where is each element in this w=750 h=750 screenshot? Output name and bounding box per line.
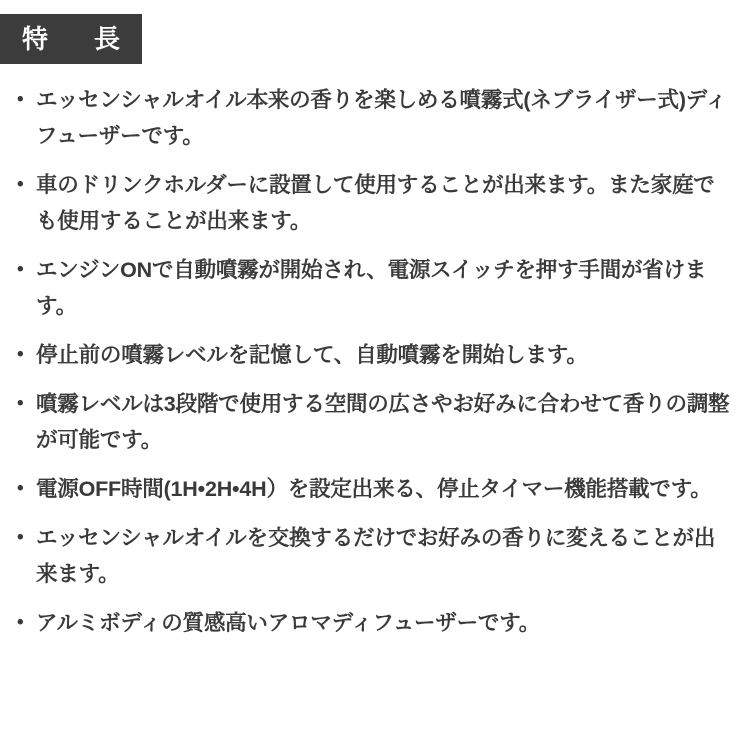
feature-text: エッセンシャルオイルを交換するだけでお好みの香りに変えることが出来ます。 (36, 526, 716, 586)
feature-text: 噴霧レベルは3段階で使用する空間の広さやお好みに合わせて香りの調整が可能です。 (36, 392, 730, 452)
feature-text: アルミボディの質感高いアロマディフューザーです。 (36, 611, 541, 635)
bullet-icon: • (17, 174, 24, 195)
list-item (14, 337, 734, 373)
feature-text: 車のドリンクホルダーに設置して使用することが出来ます。また家庭でも使用することが出来ます。 (36, 173, 715, 233)
bullet-icon: • (17, 393, 24, 414)
bullet-icon: • (17, 478, 24, 499)
list-item (14, 471, 734, 507)
section-heading-banner (0, 14, 142, 64)
bullet-icon: • (17, 527, 24, 548)
feature-text: エッセンシャルオイル本来の香りを楽しめる噴霧式(ネブライザー式)ディフューザーです。 (36, 88, 727, 148)
list-item (14, 252, 734, 324)
feature-text: 停止前の噴霧レベルを記憶して、自動噴霧を開始します。 (36, 343, 588, 367)
bullet-icon: • (17, 612, 24, 633)
bullet-icon: • (17, 259, 24, 280)
list-item (14, 386, 734, 458)
list-item (14, 520, 734, 592)
list-item (14, 82, 734, 154)
feature-list (14, 82, 734, 654)
bullet-icon: • (17, 89, 24, 110)
section-heading-label: 特 長 (21, 24, 130, 54)
feature-text: エンジンONで自動噴霧が開始され、電源スイッチを押す手間が省けます。 (36, 258, 707, 318)
list-item (14, 167, 734, 239)
feature-text: 電源OFF時間(1H•2H•4H）を設定出来る、停止タイマー機能搭載です。 (36, 477, 712, 501)
list-item (14, 605, 734, 641)
bullet-icon: • (17, 344, 24, 365)
